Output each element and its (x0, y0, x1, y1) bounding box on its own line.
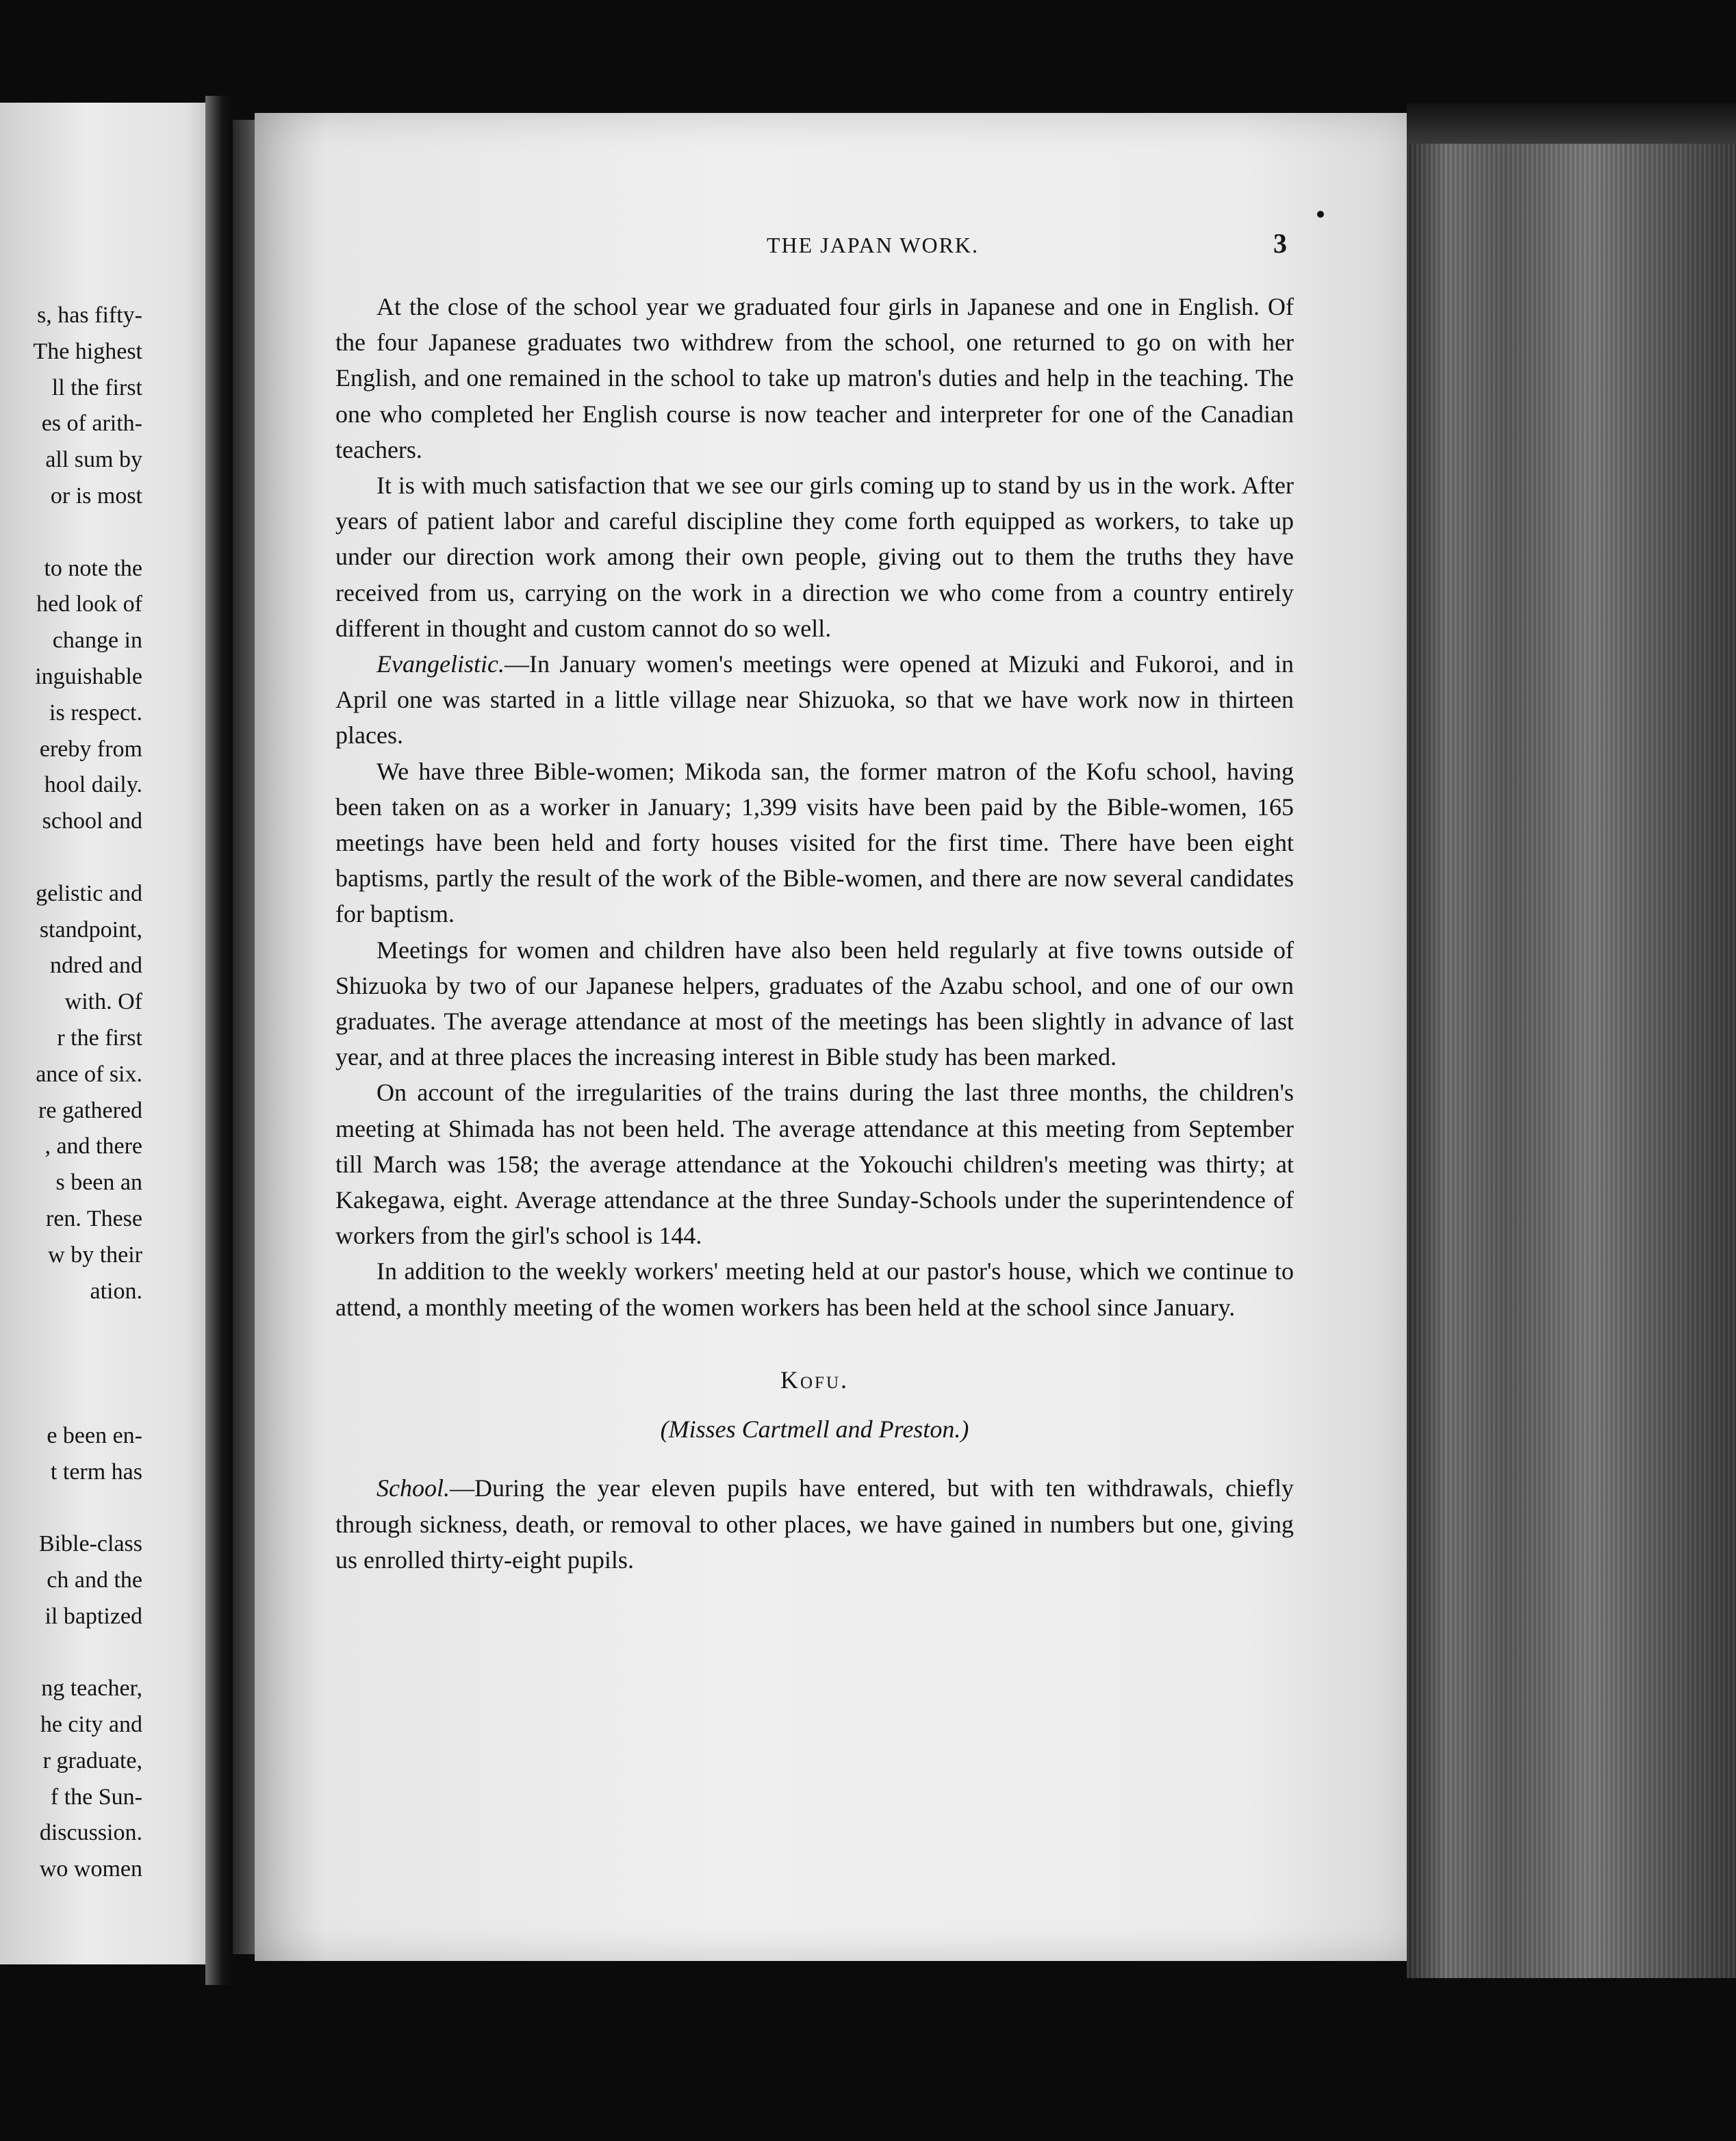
left-page-line: ren. These (46, 1205, 142, 1231)
left-facing-page (0, 103, 218, 1964)
book-gutter (205, 96, 233, 1985)
page-block-top-shadow (1407, 103, 1736, 144)
section-subheading: (Misses Cartmell and Preston.) (660, 1415, 969, 1444)
left-page-line: w by their (48, 1242, 142, 1268)
paragraph (335, 1075, 1294, 1253)
paragraph (335, 646, 1294, 754)
left-page-line (0, 515, 142, 551)
left-page-line: ll the first (51, 374, 142, 400)
page-number: 3 (1273, 228, 1287, 259)
left-page-line (0, 1490, 142, 1526)
left-page-line: s been an (55, 1170, 142, 1196)
body-paragraphs (335, 289, 1294, 1325)
left-page-line (0, 840, 142, 876)
left-page-line: he city and (40, 1712, 142, 1738)
left-page-line: wo women (39, 1856, 142, 1882)
left-page-text (0, 298, 142, 1888)
paragraph (335, 754, 1294, 932)
section-paragraphs (335, 1470, 1294, 1578)
left-page-line: r graduate, (42, 1747, 142, 1773)
left-page-line: hool daily. (44, 772, 142, 798)
left-page-line: ance of six. (36, 1061, 142, 1087)
paragraph (335, 467, 1294, 646)
left-page-line: to note the (44, 555, 142, 581)
left-page-line: ndred and (49, 953, 142, 979)
left-page-line: e been en- (47, 1422, 142, 1448)
paragraph-text: Meetings for women and children have also been held regularly at five towns outside of Shizuoka by two of our Japanese helpers, graduates of the Azabu school, and one of our own graduates. The average attendance at most of the meetings has been slightly in advance of last year, and at three places the increasing interest in Bible study has been marked. (335, 936, 1294, 1071)
left-page-line (0, 1634, 142, 1671)
left-page-line: f the Sun- (50, 1784, 142, 1810)
left-page-line (0, 1382, 142, 1418)
left-page-line: ng teacher, (41, 1676, 142, 1702)
left-page-line: gelistic and (36, 880, 142, 906)
paragraph-text: At the close of the school year we graduated four girls in Japanese and one in English. Of the four Japanese graduates two withdrew from the school, one returned to go on with her English, and one remained in the school to take up matron's duties and help in the teaching. The one who completed her English course is now teacher and interpreter for one of the Canadian teachers. (335, 293, 1294, 463)
paragraph-text: On account of the irregularities of the trains during the last three months, the children's meeting at Shimada has not been held. The average attendance at this meeting from September till March was 158; the average attendance at the Yokouchi children's meeting was thirty; at Kakegawa, eight. Average attendance at the three Sunday-Schools under the superintendence of workers from the girl's school is 144. (335, 1079, 1294, 1250)
left-page-line: ereby from (39, 736, 142, 762)
paragraph (335, 289, 1294, 467)
paragraph-text: It is with much satisfaction that we see our girls coming up to stand by us in the work. After years of patient labor and careful discipline they come forth equipped as workers, to take up under our direction work among their own people, giving out to them the truths they have received from us, carrying on the work in a direction we who come from a country entirely different in thought and custom cannot do so well. (335, 472, 1294, 642)
left-page-line: school and (42, 808, 142, 834)
left-page-line: , and there (44, 1133, 142, 1159)
paragraph-text: In addition to the weekly workers' meeting held at our pastor's house, which we continue to attend, a monthly meeting of the women workers has been held at the school since January. (335, 1257, 1294, 1321)
left-page-line (0, 1346, 142, 1382)
left-page-line: inguishable (35, 663, 142, 689)
left-page-line: t term has (50, 1459, 142, 1485)
left-page-line: Bible-class (38, 1531, 142, 1557)
running-title: THE JAPAN WORK. (766, 233, 980, 257)
left-page-line: with. Of (64, 989, 142, 1015)
left-page-line: s, has fifty- (37, 303, 142, 328)
paragraph-text: We have three Bible-women; Mikoda san, the former matron of the Kofu school, having been taken on as a worker in January; 1,399 visits have been paid by the Bible-women, 165 meetings have been held and forty houses visited for the first time. There have been eight baptisms, partly the result of the work of the Bible-women, and there are now several candidates for baptism. (335, 757, 1294, 928)
paragraph (335, 1253, 1294, 1324)
left-page-line: The highest (33, 338, 142, 364)
paragraph-lead: School. (376, 1474, 450, 1502)
paragraph-lead: Evangelistic. (376, 650, 505, 678)
left-page-line: all sum by (45, 447, 142, 473)
left-page-line: ation. (90, 1278, 142, 1304)
left-page-line: standpoint, (39, 916, 142, 943)
left-page-line: il baptized (44, 1603, 142, 1629)
paragraph-text: —During the year eleven pupils have entered, but with ten withdrawals, chiefly through sickness, death, or removal to other places, we have gained in numbers but one, giving us enrolled thirty-eight pupils. (335, 1474, 1294, 1574)
ink-speck (1317, 211, 1324, 218)
left-page-line: change in (52, 628, 142, 654)
paragraph-text: —In January women's meetings were opened at Mizuki and Fukoroi, and in April one was started in a little village near Shizuoka, so that we have work now in thirteen places. (335, 650, 1294, 749)
left-page-line (0, 1309, 142, 1346)
left-page-line: es of arith- (41, 411, 142, 437)
left-page-line: ch and the (47, 1567, 142, 1593)
section-heading: Kofu. (780, 1366, 849, 1394)
left-page-line: hed look of (36, 591, 142, 617)
page-text-block (335, 226, 1294, 1578)
running-head (335, 226, 1294, 274)
paragraph (335, 1470, 1294, 1578)
left-page-line: discussion. (39, 1820, 142, 1846)
left-page-line: or is most (50, 483, 142, 509)
paragraph (335, 932, 1294, 1075)
left-page-line: re gathered (38, 1097, 142, 1123)
left-page-line: is respect. (49, 700, 142, 726)
left-page-line: r the first (57, 1025, 142, 1051)
page-block-edges (1407, 103, 1736, 1978)
